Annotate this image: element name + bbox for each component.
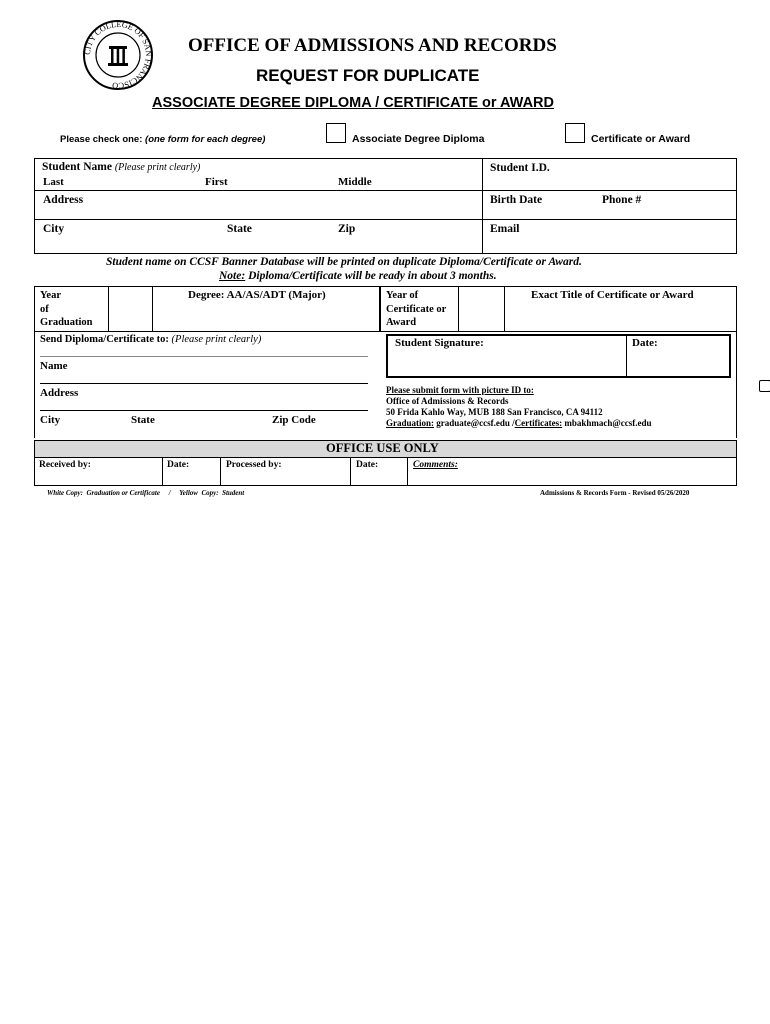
send-line-0 bbox=[40, 356, 368, 357]
notice-line-1: Student name on CCSF Banner Database will be printed on duplicate Diploma/Certificate or Award. bbox=[106, 256, 582, 268]
footer-copies: White Copy: Graduation or Certificate / Yellow Copy: Student bbox=[47, 489, 245, 497]
send-address-field[interactable]: Address bbox=[40, 387, 79, 399]
comments-field[interactable]: Comments: bbox=[413, 460, 458, 470]
college-seal-icon bbox=[82, 19, 154, 91]
address-field[interactable]: Address bbox=[43, 194, 84, 206]
signature-divider bbox=[626, 334, 627, 378]
check-prompt bbox=[60, 134, 265, 145]
middle-name-field[interactable]: Middle bbox=[338, 176, 372, 188]
certificate-award-checkbox[interactable] bbox=[565, 123, 585, 143]
send-to-text: Send Diploma/Certificate to: bbox=[40, 334, 169, 345]
row-line-2 bbox=[34, 219, 737, 220]
email-separator: / bbox=[512, 418, 515, 428]
degree-divider-2 bbox=[152, 286, 153, 332]
submit-line-2: Office of Admissions & Records bbox=[386, 396, 509, 406]
note-label: Note: bbox=[219, 270, 246, 282]
year-certificate-label bbox=[386, 289, 446, 330]
received-date-field[interactable]: Date: bbox=[167, 460, 190, 470]
state-field[interactable]: State bbox=[227, 223, 252, 235]
send-name-field[interactable]: Name bbox=[40, 360, 68, 372]
city-field[interactable]: City bbox=[43, 223, 65, 235]
certificates-email-link[interactable]: mbakhmach@ccsf.edu bbox=[564, 418, 652, 428]
student-name-label bbox=[42, 161, 200, 173]
office-divider-4 bbox=[407, 457, 408, 486]
year-certificate-input[interactable] bbox=[459, 287, 503, 331]
student-name-text: Student Name bbox=[42, 161, 112, 173]
email-field[interactable]: Email bbox=[490, 223, 520, 235]
footer-revision: Admissions & Records Form - Revised 05/26/2020 bbox=[540, 489, 690, 497]
office-use-row bbox=[34, 457, 737, 486]
year-graduation-label bbox=[40, 289, 93, 330]
send-zip-field[interactable]: Zip Code bbox=[272, 414, 316, 426]
office-divider-3 bbox=[350, 457, 351, 486]
degree-major-field[interactable]: Degree: AA/AS/ADT (Major) bbox=[188, 289, 326, 301]
office-use-title: OFFICE USE ONLY bbox=[326, 441, 439, 455]
submit-line-3: 50 Frida Kahlo Way, MUB 188 San Francisco, CA 94112 bbox=[386, 407, 603, 417]
send-to-note: (Please print clearly) bbox=[171, 334, 262, 345]
note-text: Diploma/Certificate will be ready in about 3 months. bbox=[248, 270, 497, 282]
degree-divider-5 bbox=[504, 286, 505, 332]
year-grad-line-1: Year bbox=[40, 290, 61, 301]
year-grad-line-2: of bbox=[40, 303, 49, 315]
send-line-1 bbox=[40, 383, 368, 384]
year-cert-line-3: Award bbox=[386, 317, 417, 328]
year-grad-line-3: Graduation bbox=[40, 317, 93, 328]
seal-text: CITY COLLEGE OF SAN FRANCISCO bbox=[82, 19, 154, 91]
margin-checkbox[interactable] bbox=[759, 380, 770, 392]
birth-date-field[interactable]: Birth Date bbox=[490, 194, 543, 206]
student-info-divider bbox=[482, 158, 483, 254]
processed-by-field[interactable]: Processed by: bbox=[226, 460, 282, 470]
send-state-field[interactable]: State bbox=[131, 414, 155, 426]
row-line-1 bbox=[34, 190, 737, 191]
student-name-note: (Please print clearly) bbox=[114, 162, 201, 173]
zip-field[interactable]: Zip bbox=[338, 223, 356, 235]
degree-divider-3 bbox=[379, 286, 381, 332]
first-name-field[interactable]: First bbox=[205, 176, 228, 188]
office-divider-1 bbox=[162, 457, 163, 486]
check-prompt-note: (one form for each degree) bbox=[145, 134, 266, 145]
check-prompt-label: Please check one: bbox=[60, 134, 143, 145]
notice-line-2 bbox=[219, 270, 497, 282]
send-line-2 bbox=[40, 410, 368, 411]
exact-title-field[interactable]: Exact Title of Certificate or Award bbox=[531, 289, 694, 301]
student-id-field[interactable]: Student I.D. bbox=[490, 162, 550, 174]
associate-diploma-checkbox[interactable] bbox=[326, 123, 346, 143]
student-signature-field[interactable]: Student Signature: bbox=[395, 337, 484, 349]
year-cert-line-2: Certificate or bbox=[386, 303, 447, 315]
send-city-field[interactable]: City bbox=[40, 414, 61, 426]
request-title: REQUEST FOR DUPLICATE bbox=[256, 66, 480, 85]
certificates-label: Certificates: bbox=[514, 418, 563, 428]
submit-line-1: Please submit form with picture ID to: bbox=[386, 385, 534, 395]
graduation-email-link[interactable]: graduate@ccsf.edu bbox=[436, 418, 510, 428]
phone-field[interactable]: Phone # bbox=[602, 194, 642, 206]
processed-date-field[interactable]: Date: bbox=[356, 460, 379, 470]
office-title: OFFICE OF ADMISSIONS AND RECORDS bbox=[188, 35, 557, 56]
office-divider-2 bbox=[220, 457, 221, 486]
certificate-award-label: Certificate or Award bbox=[591, 133, 691, 145]
signature-date-field[interactable]: Date: bbox=[632, 337, 658, 349]
submit-instructions bbox=[386, 385, 652, 429]
form-subtitle: ASSOCIATE DEGREE DIPLOMA / CERTIFICATE or AWARD bbox=[152, 95, 554, 111]
graduation-label: Graduation: bbox=[386, 418, 435, 428]
last-name-field[interactable]: Last bbox=[43, 176, 64, 188]
associate-diploma-label: Associate Degree Diploma bbox=[352, 133, 485, 145]
send-to-label bbox=[40, 334, 261, 345]
submit-line-4 bbox=[386, 418, 652, 429]
year-cert-line-1: Year of bbox=[386, 290, 419, 301]
received-by-field[interactable]: Received by: bbox=[39, 460, 91, 470]
year-graduation-input[interactable] bbox=[109, 287, 151, 331]
